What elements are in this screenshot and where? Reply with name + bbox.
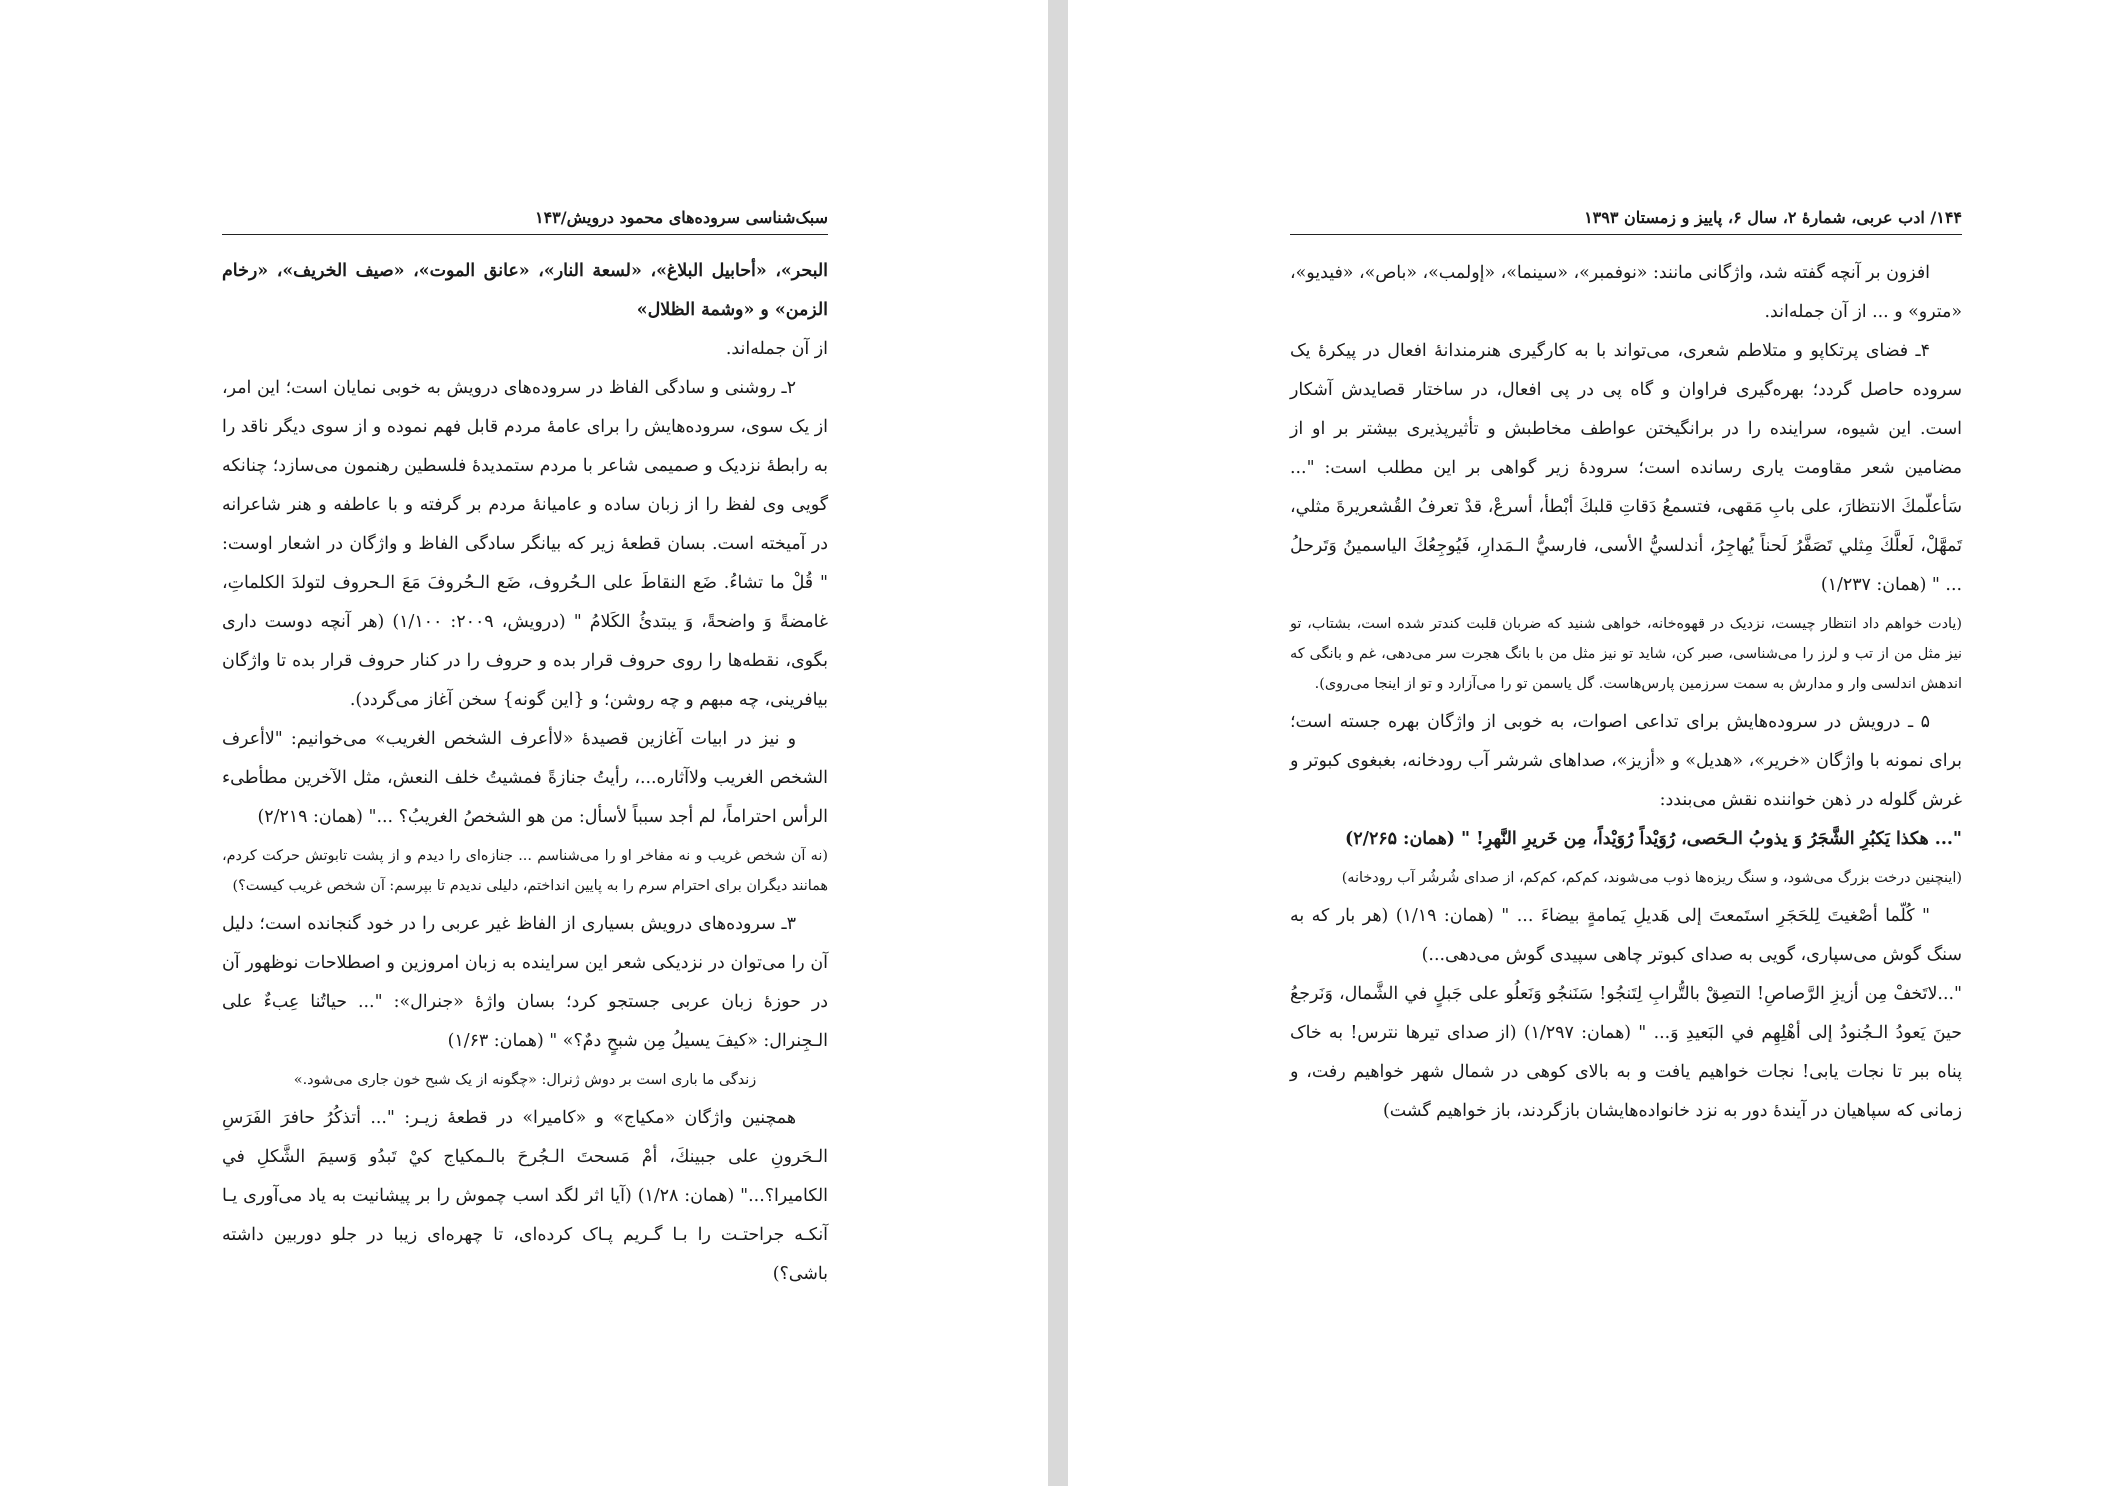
paragraph: "...لاتَخفْ مِن أزيزِ الرَّصاصِ! التصِقْ بالتُّرابِ لِتَنجُو! سَنَنجُو وَنَعلُو على جَبلٍ في الشَّمال، وَنَرجعُ حينَ يَعودُ الـجُنودُ إلى أهْلِهِم في البَعيدِ وَ... " (همان: ۱/۲۹۷) (از صدای تیرها نترس! به خاک پناه ببر تا نجات یابی! نجات خواهیم یافت و به بالای کوهی در شمال شهر خواهیم رفت، و زمانی که سپاهیان در آیندۀ دور به نزد خانواده‌هایشان بازگردند، باز خواهیم گشت) (1290, 984, 1962, 1121)
translation-paragraph: (نه آن شخص غریب و نه مفاخر او را می‌شناسم ... جنازه‌ای را دیدم و از پشت تابوتش حرکت کردم، همانند دیگران برای احترام سرم را به پایین انداختم، دلیلی ندیدم تا بپرسم: آن شخص غریب کیست؟) (222, 848, 828, 894)
paragraph: همچنین واژگان «مکیاج» و «کامیرا» در قطعۀ زیـر: "... أتذكُرُ حافرَ الفَرَسِ الـحَرونِ على جبينكَ، أمْ مَسحتَ الـجُرحَ بالـمكياج كيْ تَبدُو وَسيمَ الشَّكلِ في الكاميرا؟..." (همان: ۱/۲۸) (آیا اثر لگد اسب چموش را بر پیشانیت به یاد می‌آوری یـا آنکـه جراحتـت را بـا گـریم پـاک کرده‌ای، تا چهره‌ای زیبا در جلو دوربین داشته باشی؟) (222, 1108, 828, 1284)
page-gutter (1048, 0, 1068, 1486)
page-body (222, 252, 828, 1294)
translation-paragraph: (یادت خواهم داد انتظار چیست، نزدیک در قهوه‌خانه، خواهی شنید که ضربان قلبت کندتر شده است، بشتاب، تو نیز مثل من از تب و لرز را می‌شناسی، صبر کن، شاید تو نیز مثل من با بانگ هجرت سر می‌دهی، غم و بانگی که اندهش اندلسی وار و مدارش به سمت سرزمین پارس‌هاست. گل یاسمن تو را می‌آزارد و تو از اینجا می‌روی). (1290, 616, 1962, 692)
paragraph: و نیز در ابیات آغازین قصیدۀ «لاأعرف الشخص الغريب» می‌خوانیم: "لاأعرف الشخص الغريب ولاآثاره...، رأيتُ جنازةً فمشيتُ خلف النعش، مثل الآخرين مطأطىء الرأس احتراماً، لم أجد سبباً لأسأل: من هو الشخصُ الغريبُ؟ ..." (همان: ۲/۲۱۹) (222, 729, 828, 827)
paragraph: " كُلّما أصْغيتَ لِلحَجَرِ استَمعتَ إلى هَديلِ يَمامةٍ بيضاءَ ... " (همان: ۱/۱۹) (هر بار که به سنگ گوش می‌سپاری، گویی به صدای کبوتر چاهی سپیدی گوش می‌دهی...) (1290, 906, 1962, 965)
left-page (0, 0, 1048, 1486)
page-body (1290, 254, 1962, 1131)
page-header: سبک‌شناسی سروده‌های محمود درویش/۱۴۳ (222, 206, 828, 235)
right-page (1068, 0, 2117, 1486)
translation-paragraph: زندگی ما باری است بر دوش ژنرال: «چگونه از یک شبح خون جاری می‌شود.» (293, 1072, 757, 1088)
paragraph: ۳ـ سروده‌های درویش بسیاری از الفاظ غیر عربی را در خود گنجانده است؛ دلیل آن را می‌توان در نزدیکی شعر این سراینده به زبان امروزین و اصطلاحات نوظهور آن در حوزۀ زبان عربی جستجو کرد؛ بسان واژۀ «جنرال»: "... حياتُنا عِبءٌ على الـجِنرال: «كيفَ يسيلُ مِن شبحٍ دمٌ؟» " (همان: ۱/۶۳) (222, 914, 828, 1051)
paragraph: از آن جمله‌اند. (725, 339, 828, 359)
quote-paragraph: "... هكذا يَكبُرِ الشَّجَرُ وَ يذوبُ الـحَصى، رُوَيْداً رُوَيْداً، مِن خَريرِ النَّهرِ! " (همان: ۲/۲۶۵) (1345, 829, 1962, 849)
paragraph: البحر»، «أحابيل البلاغ»، «لسعة النار»، «عانق الموت»، «صيف الخريف»، «رخام الزمن» و «وشمة الظلال» (222, 261, 828, 320)
paragraph: افزون بر آنچه گفته شد، واژگانی مانند: «نوفمبر»، «سینما»، «إولمب»، «باص»، «فیدیو»، «مترو» و ... از آن جمله‌اند. (1290, 263, 1962, 322)
paragraph: ۴ـ فضای پرتکاپو و متلاطم شعری، می‌تواند با به کارگیری هنرمندانۀ افعال در پیکرۀ یک سروده حاصل گردد؛ بهره‌گیری فراوان و گاه پی در پی افعال، در ساختار قصایدش آشکار است. این شیوه، سراینده را در برانگیختن عواطف مخاطبش و تأثیرپذیری بیشتر بر او از مضامین شعر مقاومت یاری رسانده است؛ سرودۀ زیر گواهی بر این مطلب است: "... سَأعلّمكَ الانتظارَ، على بابِ مَقهى، فتسمعُ دَقاتِ قلبكَ أبْطأ، أسرعْ، قدْ تعرفُ القُشعريرةَ مثلي، تَمهَّلْ، لَعلَّكَ مِثلي تَصَفَّرُ لَحناً يُهاجِرُ، أندلسيُّ الأسى، فارسيُّ الـمَدارِ، فَيُوجِعُكَ الياسمينُ وَتَرحلُ ... " (همان: ۱/۲۳۷) (1290, 341, 1962, 595)
paragraph: ۵ ـ درویش در سروده‌هایش برای تداعی اصوات، به خوبی از واژگان بهره جسته است؛ برای نمونه با واژگان «خریر»، «هدیل» و «أزیز»، صداهای شرشر آب رودخانه، بغبغوی کبوتر و غرش گلوله در ذهن خواننده نقش می‌بندد: (1290, 712, 1962, 810)
paragraph: ۲ـ روشنی و سادگی الفاظ در سروده‌های درویش به خوبی نمایان است؛ این امر، از یک سوی، سروده‌هایش را برای عامۀ مردم قابل فهم نموده و از سوی دیگر ناقد را به رابطۀ نزدیک و صمیمی شاعر با مردم ستمدیدۀ فلسطین رهنمون می‌سازد؛ چنانکه گویی وی لفظ را از زبان ساده و عامیانۀ مردم بر گرفته و با عاطفه و هنر شاعرانه در آمیخته است. بسان قطعۀ زیر که بیانگر سادگی الفاظ و واژگان در اشعار اوست: " قُلْ ما تشاءُ. ضَع النقاطَ على الـحُروف، ضَع الـحُروفَ مَعَ الـحروف لتولدَ الكلماتِ، غامضةً وَ واضحةً، وَ يبتدئُ الكَلامُ " (درویش، ۲۰۰۹: ۱/۱۰۰) (هر آنچه دوست داری بگوی، نقطه‌ها را روی حروف قرار بده و حروف را در کنار حروف قرار بده تا واژگان بیافرینی، چه مبهم و چه روشن؛ و {این گونه} سخن آغاز می‌گردد). (222, 378, 829, 710)
translation-paragraph: (اینچنین درخت بزرگ می‌شود، و سنگ ریزه‌ها ذوب می‌شوند، کم‌کم، کم‌کم، از صدای شُرشُر آب رودخانه) (1341, 870, 1962, 886)
page-header: ۱۴۴/ ادب عربی، شمارۀ ۲، سال ۶، پاییز و زمستان ۱۳۹۳ (1290, 206, 1962, 235)
